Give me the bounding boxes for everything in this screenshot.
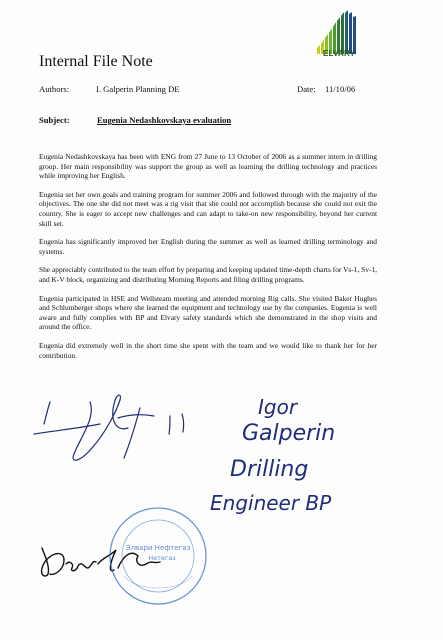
logo-wordmark: ELVARY	[323, 49, 356, 58]
company-stamp	[110, 508, 206, 604]
page-title: Internal File Note	[39, 53, 153, 70]
date-value: 11/10/06	[325, 84, 356, 94]
authors-value: I. Galperin Planning DE	[96, 84, 180, 94]
handwritten-signature	[34, 395, 184, 460]
letter-body	[39, 152, 377, 369]
handwriting-line-1: Igor	[258, 395, 298, 419]
handwriting-line-2: Galperin	[242, 421, 336, 446]
paragraph: Eugenia did extremely well in the short time she spent with the team and we would like to thank her for her contribution.	[39, 340, 377, 360]
paragraph: Eugenia Nedashkovskaya has been with ENG from 27 June to 13 October of 2006 as a summer intern in drilling group. Her main responsibility was support the group as well as learning the drilling technology and practices while improving her English.	[39, 152, 377, 181]
stamp-text-2: Нетегаз	[148, 554, 176, 562]
paragraph: She appreciably contributed to the team effort by preparing and keeping updated time-depth charts for Vs-1, Sv-1, and K-V block, organizing and distributing Morning Reports and filing drilling programs.	[39, 265, 377, 284]
handwriting-area	[20, 378, 430, 638]
authors-label: Authors:	[39, 84, 70, 94]
stamp-text-1: Элвари Нефтегаз	[125, 544, 191, 552]
paragraph: Eugenia has significantly improved her English during the summer as well as learned drilling terminology and systems.	[39, 237, 377, 256]
handwritten-name	[210, 395, 335, 515]
handwriting-line-4: Engineer BP	[210, 491, 332, 515]
subject-value: Eugenia Nedashkovskaya evaluation	[97, 115, 232, 125]
subject-label: Subject:	[39, 115, 70, 125]
date-label: Date:	[297, 84, 316, 94]
lower-signature	[42, 548, 160, 576]
paragraph: Eugenia set her own goals and training program for summer 2006 and followed through with the majority of the objectives. The one she did not meet was a rig visit that she could not accomplish because she could not exit the country. She is eager to accept new challenges and can adapt to take-on new responsibility, beyond her current skill set.	[39, 189, 377, 228]
paragraph: Eugenia participated in HSE and Wellsteam meeting and attended morning Rig calls. She visited Baker Hughes and Schlumberger shops where she learned the equipment and technology use by the companies. Eugenia is well aware and fully complies with BP and Elvary safety standards which she demonstrated in the shop visits and around the office.	[39, 293, 377, 332]
handwriting-line-3: Drilling	[230, 457, 309, 482]
